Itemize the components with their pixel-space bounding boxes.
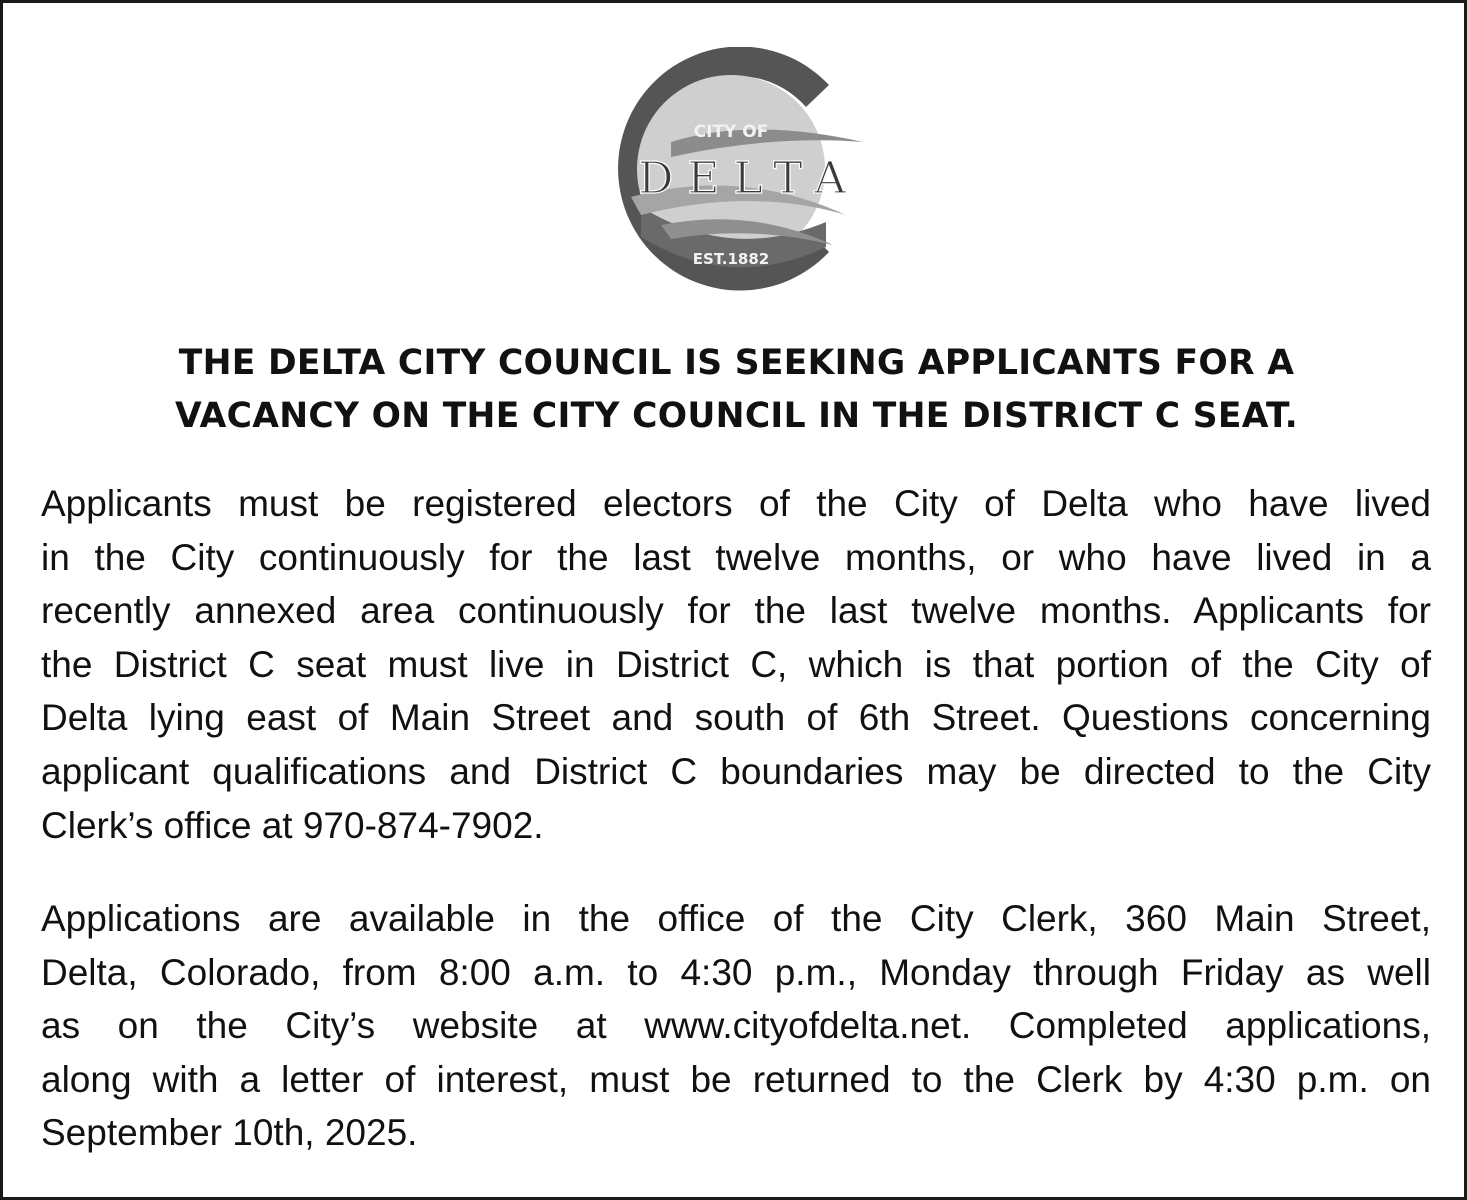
paragraph-line: Applicants must be registered electors of the City of Delta who have lived — [41, 483, 1431, 524]
paragraph-line: Delta, Colorado, from 8:00 a.m. to 4:30 p.m., Monday through Friday as well — [41, 951, 1431, 993]
paragraph-line: in the City continuously for the last twelve months, or who have lived in a — [41, 536, 1431, 578]
paragraph-line: Clerk’s office at 970-874-7902. — [41, 804, 544, 846]
paragraph-line: applicant qualifications and District C boundaries may be directed to the City — [41, 750, 1431, 792]
headline-line: THE DELTA CITY COUNCIL IS SEEKING APPLICANTS FOR A — [178, 343, 1295, 383]
logo-city-of-text: CITY OF — [693, 122, 769, 142]
paragraph-line: Applications are available in the office of the City Clerk, 360 Main Street, — [41, 898, 1431, 939]
paragraph-line: the District C seat must live in District C, which is that portion of the City of — [41, 643, 1431, 685]
paragraph-line: along with a letter of interest, must be returned to the Clerk by 4:30 p.m. on — [41, 1058, 1431, 1100]
logo-delta-text: DELTA — [638, 153, 860, 204]
city-of-delta-logo — [601, 47, 871, 292]
paragraph-line: Delta lying east of Main Street and south of 6th Street. Questions concerning — [41, 697, 1431, 739]
headline-line: VACANCY ON THE CITY COUNCIL IN THE DISTRICT C SEAT. — [174, 396, 1299, 436]
logo-est-text: EST.1882 — [692, 250, 770, 268]
paragraph-line: recently annexed area continuously for the last twelve months. Applicants for — [41, 590, 1431, 632]
paragraph-line: September 10th, 2025. — [41, 1112, 418, 1154]
eligibility-paragraph — [41, 477, 1431, 852]
paragraph-line: as on the City’s website at www.cityofdelta.net. Completed applications, — [41, 1005, 1431, 1047]
applications-paragraph — [41, 892, 1431, 1160]
notice-headline — [33, 337, 1440, 443]
